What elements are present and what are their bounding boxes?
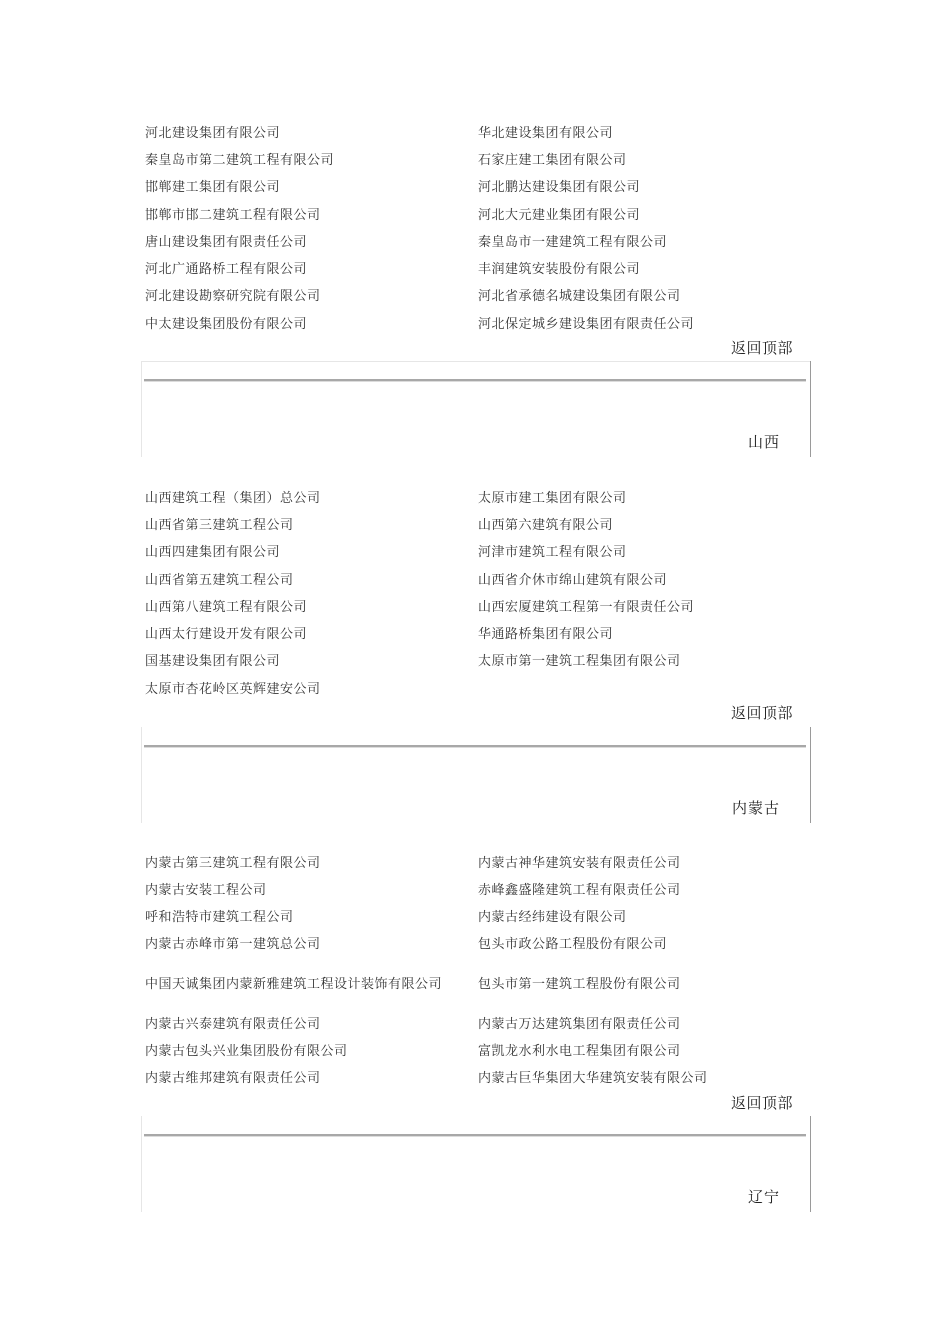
region-header-liaoning xyxy=(141,1116,811,1212)
list-row xyxy=(142,175,810,202)
list-row xyxy=(142,621,810,648)
list-row xyxy=(142,120,810,147)
company-name: 河北鹏达建设集团有限公司 xyxy=(478,180,641,196)
company-name: 山西省第三建筑工程公司 xyxy=(145,517,294,533)
company-name: 内蒙古兴泰建筑有限责任公司 xyxy=(145,1016,321,1032)
back-to-top-link[interactable]: 返回顶部 xyxy=(731,339,794,357)
company-name: 中太建设集团股份有限公司 xyxy=(145,316,308,332)
company-name: 山西太行建设开发有限公司 xyxy=(145,627,308,643)
company-name: 富凯龙水利水电工程集团有限公司 xyxy=(478,1043,681,1059)
company-name: 中国天诚集团内蒙新雅建筑工程设计装饰有限公司 xyxy=(145,977,443,992)
company-name: 山西第八建筑工程有限公司 xyxy=(145,599,308,615)
company-name: 石家庄建工集团有限公司 xyxy=(478,152,627,168)
company-name: 内蒙古巨华集团大华建筑安装有限公司 xyxy=(478,1070,708,1086)
region-title: 辽宁 xyxy=(747,1188,780,1206)
list-row xyxy=(142,567,810,594)
list-row xyxy=(142,1065,810,1092)
back-to-top-link[interactable]: 返回顶部 xyxy=(731,1094,794,1112)
company-name: 河北保定城乡建设集团有限责任公司 xyxy=(478,316,695,332)
list-row xyxy=(142,256,810,283)
company-name: 河北建设勘察研究院有限公司 xyxy=(145,289,321,305)
company-name: 山西宏厦建筑工程第一有限责任公司 xyxy=(478,599,695,615)
company-name: 太原市第一建筑工程集团有限公司 xyxy=(478,654,681,670)
company-name: 内蒙古包头兴业集团股份有限公司 xyxy=(145,1043,348,1059)
list-row xyxy=(142,850,810,877)
list-row xyxy=(142,284,810,311)
company-name: 邯郸建工集团有限公司 xyxy=(145,180,281,196)
company-name: 内蒙古安装工程公司 xyxy=(145,882,267,898)
list-row xyxy=(142,311,810,338)
list-row xyxy=(142,1011,810,1038)
divider xyxy=(144,745,806,748)
list-row xyxy=(142,512,810,539)
company-name: 内蒙古维邦建筑有限责任公司 xyxy=(145,1070,321,1086)
region-header-shanxi xyxy=(141,361,811,457)
list-row xyxy=(142,594,810,621)
company-list-hebei xyxy=(142,120,810,338)
list-row xyxy=(142,931,810,958)
company-name: 内蒙古神华建筑安装有限责任公司 xyxy=(478,855,681,871)
region-title: 内蒙古 xyxy=(731,799,780,817)
company-name: 山西四建集团有限公司 xyxy=(145,545,281,561)
list-row xyxy=(142,676,810,703)
region-title: 山西 xyxy=(747,433,780,451)
company-name: 山西省介休市绵山建筑有限公司 xyxy=(478,572,668,588)
list-row xyxy=(142,147,810,174)
divider xyxy=(144,1134,806,1137)
list-row xyxy=(142,877,810,904)
company-name: 河北建设集团有限公司 xyxy=(145,125,281,141)
company-name: 河津市建筑工程有限公司 xyxy=(478,545,627,561)
company-name: 内蒙古赤峰市第一建筑总公司 xyxy=(145,936,321,952)
list-row xyxy=(142,540,810,567)
company-name: 华北建设集团有限公司 xyxy=(478,125,614,141)
company-name: 山西第六建筑有限公司 xyxy=(478,517,614,533)
list-row xyxy=(142,904,810,931)
company-name: 呼和浩特市建筑工程公司 xyxy=(145,909,294,925)
company-name: 太原市建工集团有限公司 xyxy=(478,490,627,506)
company-name: 包头市第一建筑工程股份有限公司 xyxy=(478,976,681,992)
company-name: 包头市政公路工程股份有限公司 xyxy=(478,936,668,952)
list-row xyxy=(142,649,810,676)
company-name: 河北省承德名城建设集团有限公司 xyxy=(478,289,681,305)
company-name: 邯郸市邯二建筑工程有限公司 xyxy=(145,207,321,223)
company-name: 河北大元建业集团有限公司 xyxy=(478,207,641,223)
company-name: 赤峰鑫盛隆建筑工程有限责任公司 xyxy=(478,882,681,898)
company-name: 华通路桥集团有限公司 xyxy=(478,627,614,643)
company-name: 内蒙古经纬建设有限公司 xyxy=(478,909,627,925)
company-name: 秦皇岛市第二建筑工程有限公司 xyxy=(145,152,335,168)
divider xyxy=(144,379,806,382)
company-list-neimenggu xyxy=(142,850,810,1092)
region-header-neimenggu xyxy=(141,727,811,823)
divider xyxy=(142,361,810,362)
back-to-top-link[interactable]: 返回顶部 xyxy=(731,704,794,722)
list-row xyxy=(142,1038,810,1065)
company-name: 秦皇岛市一建建筑工程有限公司 xyxy=(478,234,668,250)
company-list-shanxi xyxy=(142,485,810,703)
company-name: 国基建设集团有限公司 xyxy=(145,654,281,670)
list-row xyxy=(142,485,810,512)
company-name: 丰润建筑安装股份有限公司 xyxy=(478,262,641,278)
company-name: 太原市杏花岭区英辉建安公司 xyxy=(145,681,321,697)
list-row xyxy=(142,958,810,1011)
list-row xyxy=(142,229,810,256)
list-row xyxy=(142,202,810,229)
company-name: 内蒙古万达建筑集团有限责任公司 xyxy=(478,1016,681,1032)
company-name: 山西建筑工程（集团）总公司 xyxy=(145,490,321,506)
company-name: 山西省第五建筑工程公司 xyxy=(145,572,294,588)
company-name: 内蒙古第三建筑工程有限公司 xyxy=(145,855,321,871)
company-name: 河北广通路桥工程有限公司 xyxy=(145,262,308,278)
company-name: 唐山建设集团有限责任公司 xyxy=(145,234,308,250)
